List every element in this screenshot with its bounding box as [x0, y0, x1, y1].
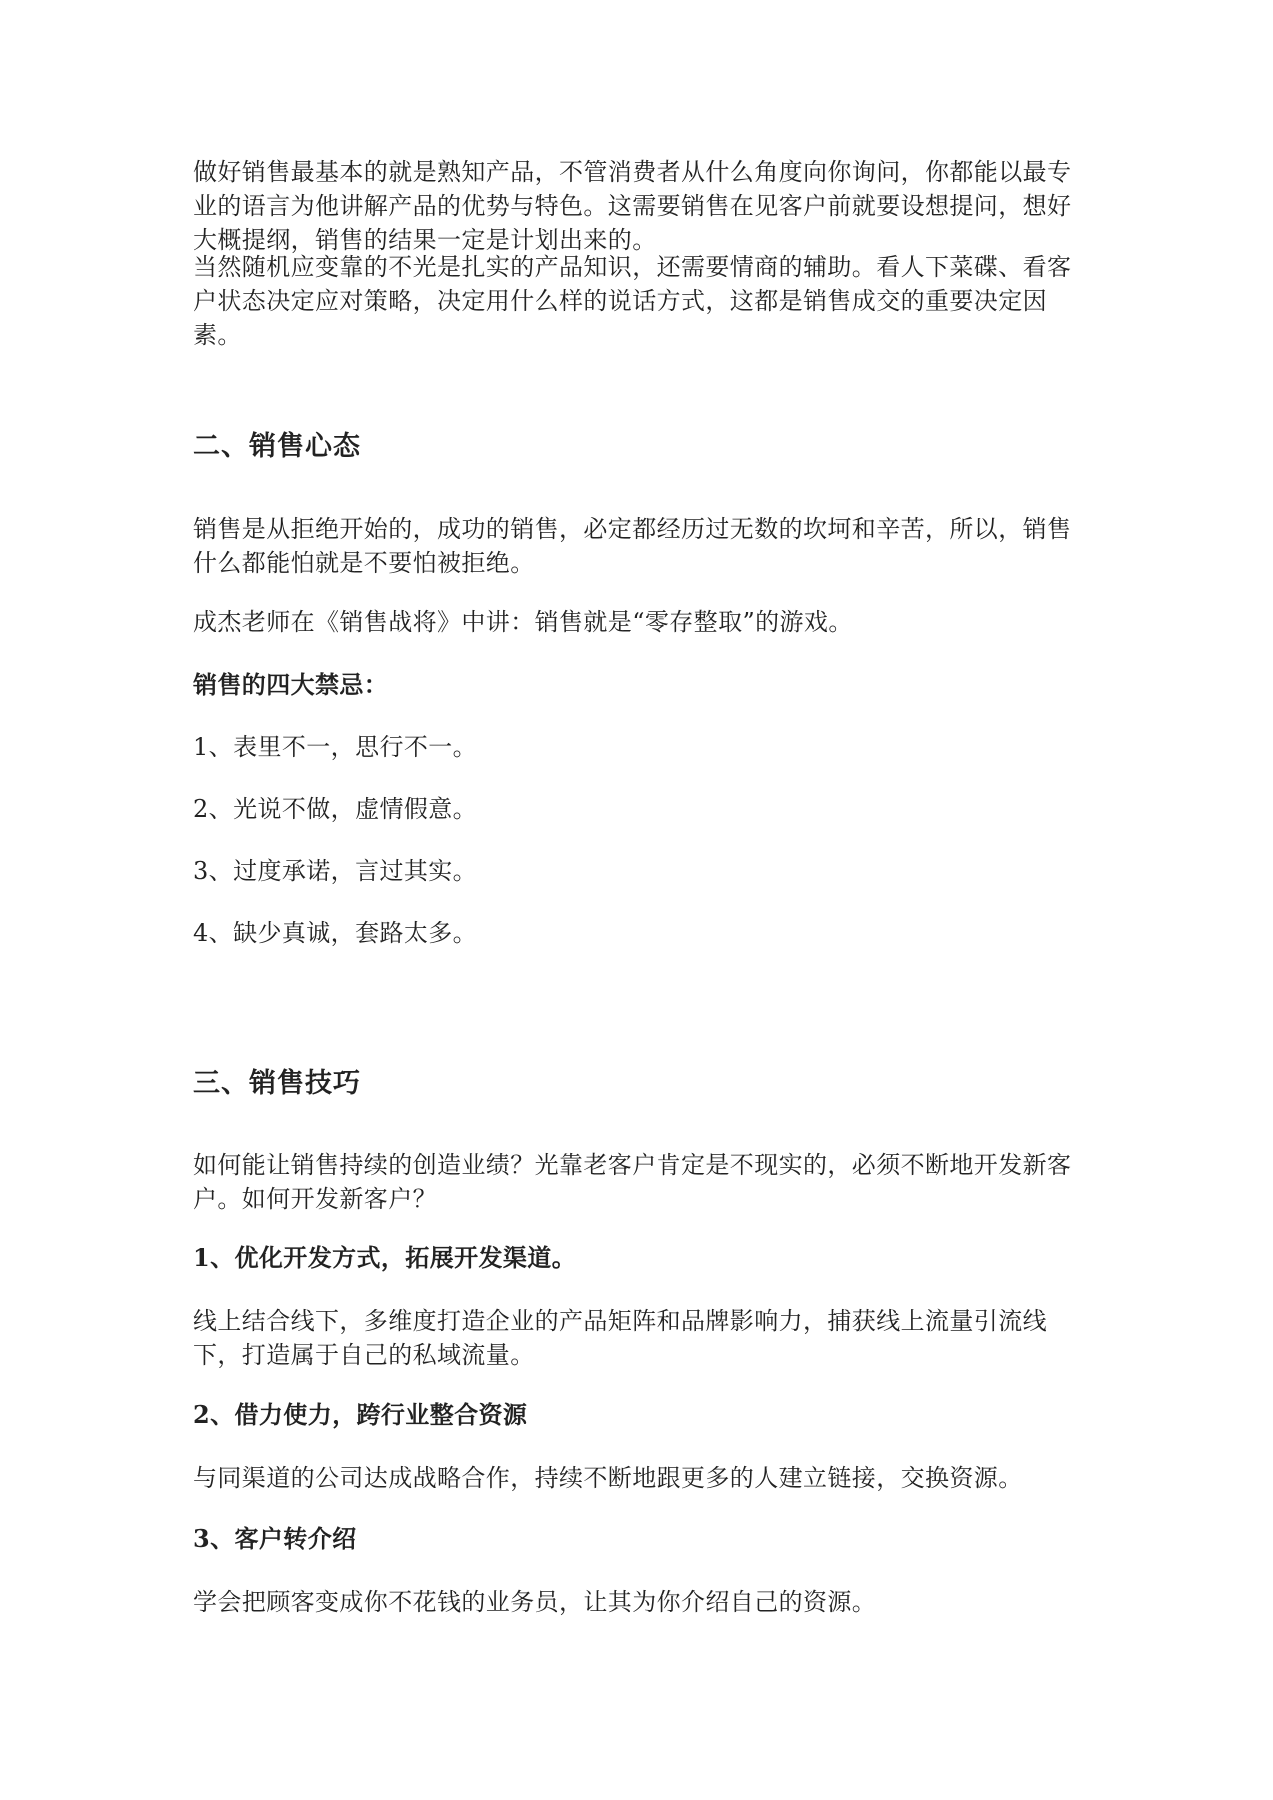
taboo-item: 4、缺少真诚，套路太多。 — [193, 919, 478, 947]
technique-body: 学会把顾客变成你不花钱的业务员，让其为你介绍自己的资源。 — [193, 1588, 877, 1616]
section-heading-mindset: 二、销售心态 — [193, 431, 361, 462]
techniques-intro: 如何能让销售持续的创造业绩？光靠老客户肯定是不现实的，必须不断地开发新客户。如何开发新客户？ — [193, 1151, 1072, 1213]
technique-body: 线上结合线下，多维度打造企业的产品矩阵和品牌影响力，捕获线上流量引流线下，打造属于自己的私域流量。 — [193, 1307, 1047, 1369]
technique-body: 与同渠道的公司达成战略合作，持续不断地跟更多的人建立链接，交换资源。 — [193, 1464, 1023, 1492]
technique-title: 2、借力使力，跨行业整合资源 — [193, 1400, 528, 1429]
taboo-item: 3、过度承诺，言过其实。 — [193, 857, 478, 885]
technique-title: 3、客户转介绍 — [193, 1524, 357, 1553]
taboo-item: 2、光说不做，虚情假意。 — [193, 795, 478, 823]
section-heading-techniques: 三、销售技巧 — [193, 1068, 361, 1099]
mindset-paragraph-1: 销售是从拒绝开始的，成功的销售，必定都经历过无数的坎坷和辛苦，所以，销售什么都能怕就是不要怕被拒绝。 — [193, 515, 1072, 577]
taboo-title: 销售的四大禁忌： — [193, 670, 389, 699]
intro-paragraph-1: 做好销售最基本的就是熟知产品，不管消费者从什么角度向你询问，你都能以最专业的语言为他讲解产品的优势与特色。这需要销售在见客户前就要设想提问，想好大概提纲，销售的结果一定是计划出来的。 — [193, 158, 1072, 254]
technique-title: 1、优化开发方式，拓展开发渠道。 — [193, 1243, 577, 1272]
mindset-paragraph-2: 成杰老师在《销售战将》中讲：销售就是“零存整取”的游戏。 — [193, 608, 853, 636]
taboo-item: 1、表里不一，思行不一。 — [193, 733, 478, 761]
intro-paragraph-2: 当然随机应变靠的不光是扎实的产品知识，还需要情商的辅助。看人下菜碟、看客户状态决定应对策略，决定用什么样的说话方式，这都是销售成交的重要决定因素。 — [193, 253, 1072, 349]
